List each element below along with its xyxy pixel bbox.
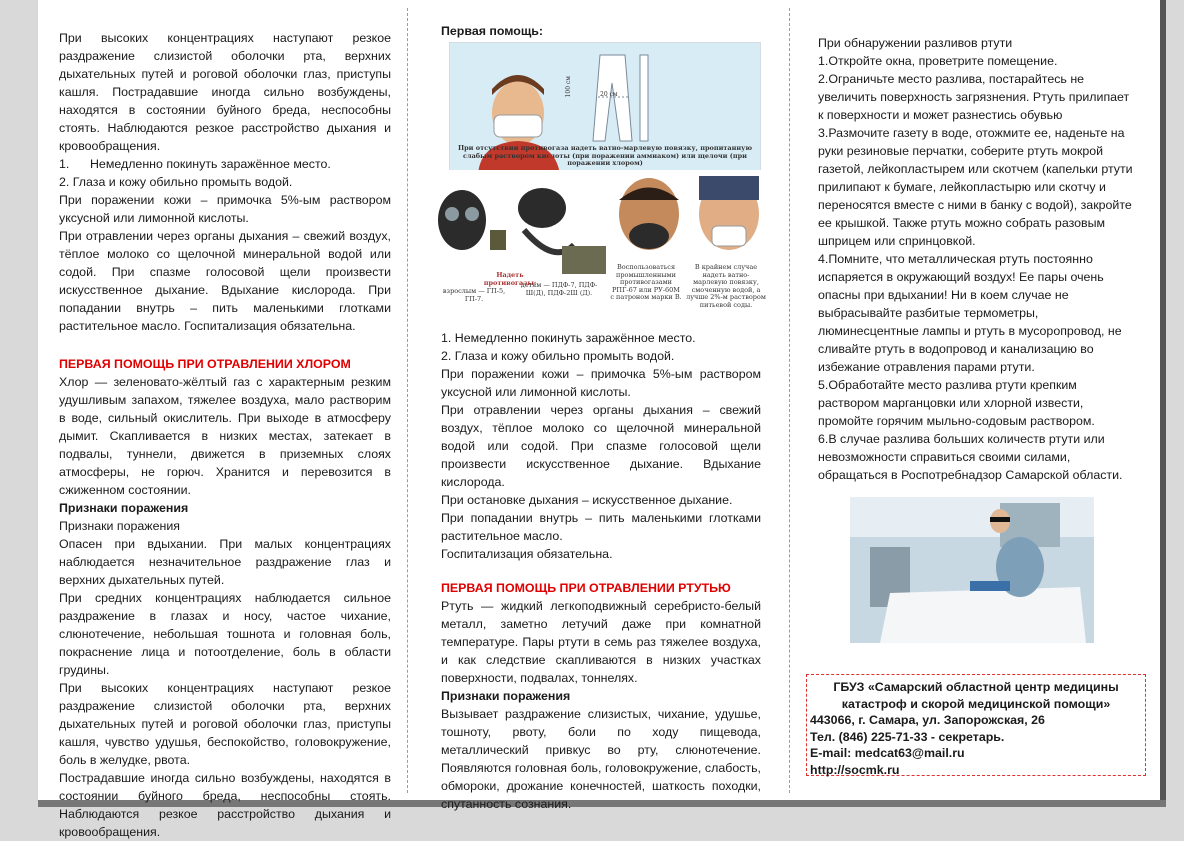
- column-middle-text: [441, 329, 761, 813]
- contact-email[interactable]: E-mail: medcat63@mail.ru: [810, 746, 965, 760]
- intro-respiratory: При отравлении через органы дыхания – свежий воздух, тёплое молоко со щелочной минеральной водой или содой. При спазме голосовой щели произвести искусственное дыхание. Вдыхание кислорода. При попадании внутрь – пить маленькими глотками растительное масло. Госпитализация обязательна.: [59, 229, 391, 333]
- medical-care-photo-icon: [850, 497, 1094, 643]
- gas-mask-title: Надеть противогазы:: [483, 271, 537, 287]
- caption-children: детям — ПДФ-7, ПДФ-Ш(Д), ПДФ-2Ш (Д).: [520, 281, 598, 297]
- intro-step-2: 2. Глаза и кожу обильно промыть водой.: [59, 175, 293, 189]
- spill-step-4: 4.Помните, что металлическая ртуть постоянно испаряется в окружающий воздух! Ее пары очень опасны при вдыхании! Ни в коем случае не выбрасывайте разбитые термометры, люминесцентные лампы и ртуть в мусоропровод, не сливайте ртуть в водопровод и канализацию во избежание отравления парами ртути.: [818, 252, 1122, 374]
- step-respiratory: При отравлении через органы дыхания – свежий воздух, тёплое молоко со щелочной минеральной водой или содой. При спазме голосовой щели произвести искусственное дыхание. Вдыхание кислорода.: [441, 403, 761, 489]
- step-skin: При поражении кожи – примочка 5%-ым раствором уксусной или лимонной кислоты.: [441, 367, 761, 399]
- caption-bandage: В крайнем случае надеть ватно-марлевую повязку, смоченную водой, а лучше 2%-м раствором питьевой соды.: [686, 263, 766, 309]
- bandage-illustration: [449, 42, 761, 176]
- intro-step-1: 1. Немедленно покинуть заражённое место.: [59, 157, 331, 171]
- contact-website[interactable]: http://socmk.ru: [810, 762, 900, 777]
- contact-address: 443066, г. Самара, ул. Запорожская, 26: [810, 713, 1045, 727]
- spill-step-1: 1.Откройте окна, проветрите помещение.: [818, 54, 1058, 68]
- chlorine-signs-subheading: Признаки поражения: [59, 519, 180, 533]
- contact-phone: Тел. (846) 225-71-33 - секретарь.: [810, 729, 1005, 744]
- mercury-description: Ртуть — жидкий легкоподвижный серебристо-белый металл, заметно летучий даже при комнатной температуре. Пары ртути в семь раз тяжелее воздуха, и как следствие скапливаются в низких участках поверхности, подвалах, тоннелях.: [441, 599, 761, 685]
- first-aid-title: Первая помощь:: [441, 24, 544, 38]
- gas-mask-illustration: [434, 170, 768, 309]
- spill-step-3: 3.Размочите газету в воде, отожмите ее, наденьте на руки резиновые перчатки, соберите ртуть мокрой газетой, лейкопластырем или скотчем (капельки ртути прилипают к бумаге, лейкопластырю или скотчу и переносятся вместе с ними в банку с водой), закройте ее крышкой. Также ртуть можно собрать разовым шприцем или спринцовкой.: [818, 126, 1133, 248]
- chlorine-heading: ПЕРВАЯ ПОМОЩЬ ПРИ ОТРАВЛЕНИИ ХЛОРОМ: [59, 357, 351, 371]
- bandage-caption: При отсутствии противогаза надеть ватно-марлевую повязку, пропитанную слабым раствором кислоты (при поражении аммиаком) или щелочи (при поражении хлором): [458, 144, 752, 167]
- spill-step-5: 5.Обработайте место разлива ртути крепким раствором марганцовки или хлорной извести, промойте горячим мыльно-содовым раствором.: [818, 378, 1095, 428]
- spill-step-6: 6.В случае разлива больших количеств ртути или невозможности справиться своими силами, обращаться в Роспотребнадзор Самарской области.: [818, 432, 1123, 482]
- org-name-line-2: катастроф и скорой медицинской помощи»: [841, 696, 1111, 711]
- org-name-line-1: ГБУЗ «Самарский областной центр медицины: [833, 680, 1119, 694]
- column-right: [818, 34, 1136, 484]
- mercury-signs-heading: Признаки поражения: [441, 689, 571, 703]
- spill-step-2: 2.Ограничьте место разлива, постарайтесь не увеличить поверхность загрязнения. Ртуть прилипает к поверхности и может разнестись обувью: [818, 72, 1130, 122]
- column-divider-1: [407, 8, 408, 793]
- hospital-photo: [850, 497, 1094, 643]
- chlorine-signs-low: Опасен при вдыхании. При малых концентрациях наблюдается незначительное раздражение глаз и верхних дыхательных путей.: [59, 537, 391, 587]
- dim-20: 20 см: [600, 91, 618, 98]
- intro-skin: При поражении кожи – примочка 5%-ым раствором уксусной или лимонной кислоты.: [59, 193, 391, 225]
- caption-adults: взрослым — ГП-5, ГП-7.: [442, 287, 506, 303]
- step-2: 2. Глаза и кожу обильно промыть водой.: [441, 349, 675, 363]
- intro-paragraph: При высоких концентрациях наступают резкое раздражение слизистой оболочки рта, верхних дыхательных путей и роговой оболочки глаз, приступы кашля. Пострадавшие иногда сильно возбуждены, находятся в состоянии буйного бреда, неспособны стоять. Наблюдаются резкое расстройство дыхания и кровообращения.: [59, 31, 391, 153]
- chlorine-description: Хлор — зеленовато-жёлтый газ с характерным резким удушливым запахом, тяжелее воздуха, мало растворим в воде, сильный окислитель. При выходе в атмосферу дымит. Скапливается в низких местах, затекает в подвалы, туннели, движется в приземных слоях атмосферы, не горюч. Хранится и перевозится в сжиженном состоянии.: [59, 375, 391, 497]
- step-hospital: Госпитализация обязательна.: [441, 547, 613, 561]
- caption-industrial: Воспользоваться промышленными противогазами РПГ-67 или РУ-60М с патроном марки В.: [610, 263, 682, 301]
- step-breathing: При остановке дыхания – искусственное дыхание.: [441, 493, 733, 507]
- step-1: 1. Немедленно покинуть заражённое место.: [441, 331, 696, 345]
- mercury-heading: ПЕРВАЯ ПОМОЩЬ ПРИ ОТРАВЛЕНИИ РТУТЬЮ: [441, 581, 731, 595]
- mercury-spill-title: При обнаружении разливов ртути: [818, 36, 1013, 50]
- column-middle: [441, 22, 771, 40]
- contact-box: [806, 674, 1146, 776]
- chlorine-signs-delirium: Пострадавшие иногда сильно возбуждены, находятся в состоянии буйного бреда, неспособны стоять. Наблюдаются резкое расстройство дыхания и кровообращения.: [59, 771, 391, 839]
- mercury-signs-text: Вызывает раздражение слизистых, чихание, удушье, тошноту, рвоту, боли по ходу пищевода, металлический привкус во рту, слюнотечение. Появляются головная боль, головокружение, слабость, обмороки, дрожание конечностей, шаткость походки, спутанность сознания.: [441, 707, 761, 811]
- column-divider-2: [789, 8, 790, 793]
- column-left: [59, 29, 391, 841]
- chlorine-signs-medium: При средних концентрациях наблюдается сильное раздражение в глазах и носу, частое чихание, слюнотечение, небольшая тошнота и головная боль, покраснение лица и потоотделение, боль в области грудины.: [59, 591, 391, 677]
- page-shadow-right: [1160, 0, 1166, 807]
- chlorine-signs-heading: Признаки поражения: [59, 501, 189, 515]
- step-ingestion: При попадании внутрь – пить маленькими глотками растительное масло.: [441, 511, 761, 543]
- dim-100: 100 см: [564, 76, 572, 98]
- chlorine-signs-high: При высоких концентрациях наступают резкое раздражение слизистой оболочки рта, верхних дыхательных путей и роговой оболочки глаз, приступы кашля, чувство удушья, беспокойство, головокружение, боль в желудке, рвота.: [59, 681, 391, 767]
